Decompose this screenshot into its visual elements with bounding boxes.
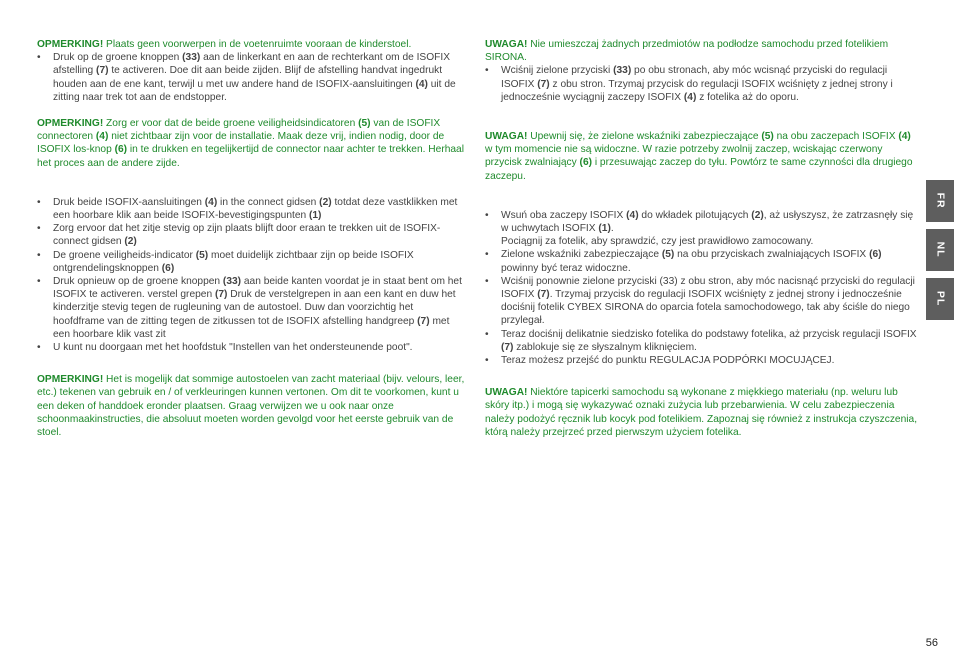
nl-note-2 <box>37 117 467 170</box>
pl-note-2 <box>485 130 919 183</box>
item-text: Druk beide ISOFIX-aansluitingen <box>53 196 205 208</box>
list-item <box>485 328 919 354</box>
tab-nl[interactable] <box>926 229 954 271</box>
item-text: z fotelika aż do oporu. <box>696 91 799 103</box>
note-text: Niektóre tapicerki samochodu są wykonane z miękkiego materiału (np. weluru lub skóry itp.) i mogą się wykazywać oznaki zużycia lub przebarwienia. W celu zabezpieczenia należy podożyć ręcznik lub kocyk pod fotelikiem. Zapoznaj się również z instrukcja czyszczenia, którą należy przejrzeć przed pierwszym użyciem fotelika. <box>485 387 918 438</box>
item-text: moet duidelijk zichtbaar zijn op beide ISOFIX ontgrendelingsknoppen <box>53 249 414 274</box>
item-ref: (33) <box>222 276 242 288</box>
tab-label: NL <box>934 241 947 258</box>
item-text: Druk opnieuw op de groene knoppen <box>53 276 223 288</box>
note-ref: (6) <box>114 144 128 156</box>
item-text: Wciśnij zielone przyciski <box>501 65 614 77</box>
nl-steps-1 <box>37 51 467 104</box>
list-item <box>485 354 919 367</box>
pl-steps-1 <box>485 64 919 104</box>
item-ref: (33) <box>182 52 201 64</box>
item-text: Teraz możesz przejść do punktu REGULACJA PODPÓRKI MOCUJĄCEJ. <box>501 355 835 367</box>
tab-pl[interactable] <box>926 278 954 320</box>
pl-steps-2 <box>485 209 919 367</box>
item-ref: (2) <box>319 196 332 208</box>
note-ref: (6) <box>579 157 592 169</box>
note-text: van de ISOFIX connectoren <box>37 118 441 143</box>
note-text: w tym momencie nie są widoczne. W razie potrzeby zwolnij zaczep, wciskając czerwony przycisk zwalniający <box>485 144 883 169</box>
item-ref: (6) <box>161 262 175 274</box>
item-text: po obu stronach, aby móc wcisnąć przyciski do regulacji ISOFIX <box>501 65 888 90</box>
list-item <box>37 275 467 341</box>
list-item <box>37 341 467 354</box>
note-label: OPMERKING! <box>37 118 104 130</box>
item-ref: (4) <box>204 196 218 208</box>
note-text: Het is mogelijk dat sommige autostoelen van zacht materiaal (bijv. velours, leer, etc.) tekenen van gebruik en / of verkleuringen kunnen vertonen. Om dit te voorkomen, kunt u een deken of handdoek eronder plaatsen. Graag verwijzen we u ook naar onze schoonmaakinstructies, die absoluut moeten worden gevolgd voor het eerste gebruik van de stoel. <box>37 374 465 439</box>
page-number: 56 <box>925 637 938 649</box>
note-label: OPMERKING! <box>37 39 104 50</box>
item-text: na obu przyciskach zwalniających ISOFIX <box>674 249 870 261</box>
polish-column <box>485 38 919 439</box>
item-ref: (4) <box>626 209 639 221</box>
item-ref: (7) <box>96 65 109 77</box>
item-text: . Trzymaj przycisk do regulacji ISOFIX wciśnięty z jednej strony i jednocześnie dociśnij fotelik CYBEX SIRONA do oparcia fotela samochodowego, tak aby ściśle do niego przylegał. <box>501 289 910 327</box>
item-text: De groene veiligheids-indicator <box>53 249 196 261</box>
note-text: na obu zaczepach ISOFIX <box>773 131 899 143</box>
item-text: aan de linkerkant en aan de rechterkant om de ISOFIX afstelling <box>53 52 451 77</box>
item-text: U kunt nu doorgaan met het hoofdstuk "Instellen van het ondersteunende poot". <box>53 342 413 354</box>
note-ref: (4) <box>95 131 109 143</box>
item-text: Druk op de groene knoppen <box>53 52 183 64</box>
item-ref: (2) <box>751 209 764 221</box>
item-text: . Pociągnij za fotelik, aby sprawdzić, czy jest prawidłowo zamocowany. <box>501 223 814 248</box>
note-label: UWAGA! <box>485 131 528 143</box>
item-text: Wsuń oba zaczepy ISOFIX <box>501 209 627 221</box>
nl-steps-2 <box>37 196 467 354</box>
note-ref: (4) <box>898 131 911 143</box>
item-text: uit de zitting naar trek tot aan de endstopper. <box>53 78 456 103</box>
item-text: do wkładek pilotujących <box>638 209 752 221</box>
item-ref: (1) <box>308 210 322 222</box>
list-item <box>485 209 919 249</box>
item-text: , aż usłyszysz, że zatrzasnęły się w uchwytach ISOFIX <box>501 209 914 235</box>
item-text: totdat deze vastklikken met een hoorbare klik aan beide ISOFIX-bevestigingspunten <box>53 196 458 222</box>
list-item <box>485 248 919 274</box>
list-item <box>37 222 467 248</box>
item-ref: (7) <box>417 315 430 327</box>
nl-note-3 <box>37 373 467 439</box>
note-text: Zorg er voor dat de beide groene veiligheidsindicatoren <box>103 118 359 130</box>
item-ref: (7) <box>537 78 550 90</box>
item-text: Druk de verstelgrepen in aan een kant en duw het kinderzitje stevig tegen de rugleuning van de autostoel. Duw dan voorzichtig het hoofdframe van de zitting tegen de zitkussen tot de ISOFIX afstelling handgreep <box>53 289 456 327</box>
item-text: z obu stron. Trzymaj przycisk do regulacji ISOFIX wciśnięty z jednej strony i jednocześnie wyciągnij zaczepy ISOFIX <box>501 78 893 103</box>
note-ref: (5) <box>761 131 774 143</box>
tab-fr[interactable] <box>926 180 954 222</box>
item-ref: (7) <box>501 341 514 353</box>
item-ref: (6) <box>869 249 882 261</box>
pl-note-1 <box>485 38 919 64</box>
note-text: Plaats geen voorwerpen in de voetenruimte vooraan de kinderstoel. <box>103 39 412 50</box>
note-text: Upewnij się, że zielone wskaźniki zabezpieczające <box>527 131 762 143</box>
note-text: niet zichtbaar zijn voor de installatie. Maak deze vrij, indien nodig, door de ISOFIX los-knop <box>37 131 445 156</box>
note-ref: (5) <box>358 118 371 130</box>
item-ref: (4) <box>415 78 428 90</box>
item-text: Zorg ervoor dat het zitje stevig op zijn plaats blijft door eraan te trekken uit de ISOFIX-connect gidsen <box>53 223 441 248</box>
item-text: Teraz dociśnij delikatnie siedzisko fotelika do podstawy fotelika, aż przycisk regulacji ISOFIX <box>501 328 917 340</box>
item-text: te activeren. Doe dit aan beide zijden. Blijf de afstelling handvat ingedrukt houden aan de ene kant, terwijl u met uw andere hand de ISOFIX-aansluitingen <box>53 65 443 90</box>
item-text: Wciśnij ponownie zielone przyciski (33) z obu stron, aby móc nacisnąć przyciski do regulacji ISOFIX <box>501 275 915 301</box>
list-item <box>37 196 467 222</box>
list-item <box>485 275 919 328</box>
item-ref: (7) <box>537 289 550 301</box>
note-label: UWAGA! <box>485 387 528 399</box>
item-text: Zielone wskaźniki zabezpieczające <box>501 249 662 261</box>
note-text: Nie umieszczaj żadnych przedmiotów na podłodze samochodu przed fotelikiem SIRONA. <box>485 39 889 64</box>
note-label: UWAGA! <box>485 39 528 50</box>
item-text: in the connect gidsen <box>217 196 320 208</box>
tab-label: FR <box>934 192 947 209</box>
tab-label: PL <box>934 291 947 307</box>
pl-note-3 <box>485 386 919 439</box>
note-text: in te drukken en tegelijkertijd de connector naar achter te trekken. Herhaal het proces aan de andere zijde. <box>37 144 464 169</box>
item-ref: (2) <box>124 236 137 248</box>
item-text: aan beide kanten voordat je in staat bent om het ISOFIX te activeren. verstel grepen <box>53 276 462 301</box>
nl-note-1 <box>37 38 467 51</box>
item-ref: (5) <box>661 249 675 261</box>
item-text: powinny być teraz widoczne. <box>501 262 631 274</box>
note-text: i przesuwając zaczep do tyłu. Powtórz te same czynności dla drugiego zaczepu. <box>485 157 913 182</box>
item-ref: (7) <box>214 289 228 301</box>
list-item <box>485 64 919 104</box>
item-ref: (4) <box>683 91 697 103</box>
dutch-column <box>37 38 467 439</box>
list-item <box>37 51 467 104</box>
item-text: zablokuje się ze słyszalnym kliknięciem. <box>513 341 697 353</box>
item-ref: (1) <box>598 223 611 235</box>
item-ref: (33) <box>613 65 632 77</box>
item-ref: (5) <box>195 249 209 261</box>
list-item <box>37 249 467 275</box>
note-label: OPMERKING! <box>37 374 104 386</box>
item-text: met een hoorbare klik vast zit <box>53 315 450 340</box>
